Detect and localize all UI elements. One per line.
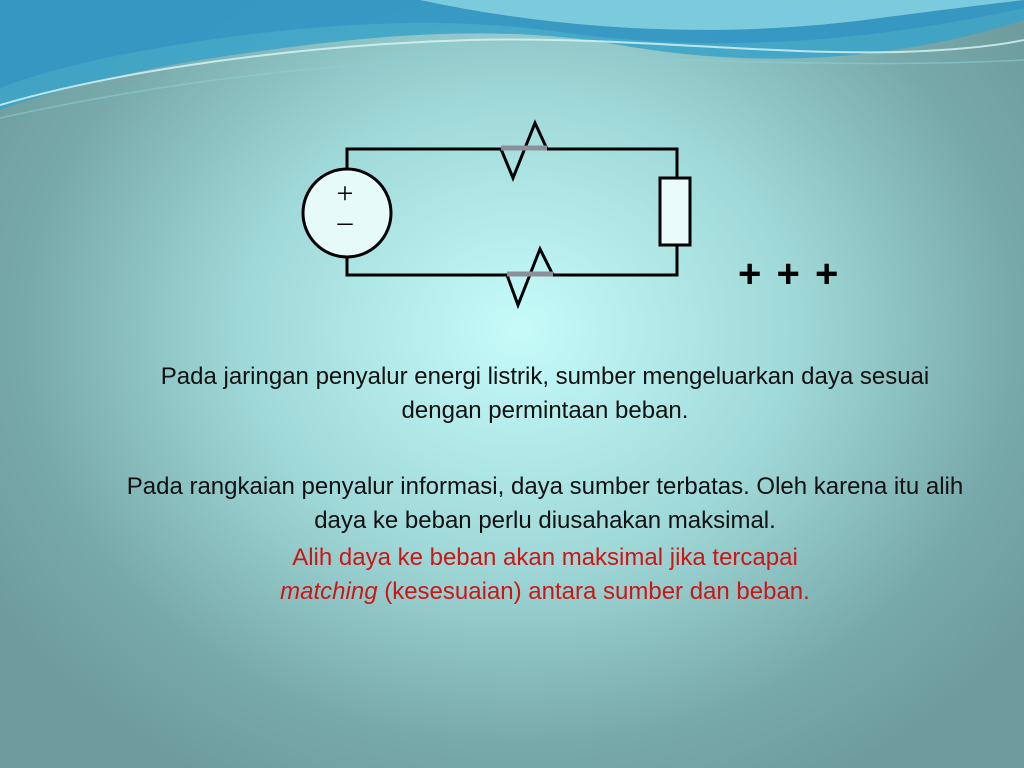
paragraph-information-network: Pada rangkaian penyalur informasi, daya sumber terbatas. Oleh karena itu alih daya ke beban perlu diusahakan maksimal.: [126, 473, 964, 534]
matching-term: matching: [280, 578, 378, 605]
source-plus-sign: +: [336, 177, 354, 210]
matching-line-1: Alih daya ke beban akan maksimal jika tercapai: [292, 544, 798, 571]
continuation-symbols: + + +: [738, 252, 841, 296]
load-resistor: [660, 178, 690, 245]
source-minus-sign: –: [337, 205, 353, 238]
paragraph-matching-condition: [120, 541, 970, 609]
paragraph-energy-network: Pada jaringan penyalur energi listrik, sumber mengeluarkan daya sesuai dengan permintaan beban.: [160, 363, 930, 424]
matching-line-2: (kesesuaian) antara sumber dan beban.: [377, 578, 810, 605]
